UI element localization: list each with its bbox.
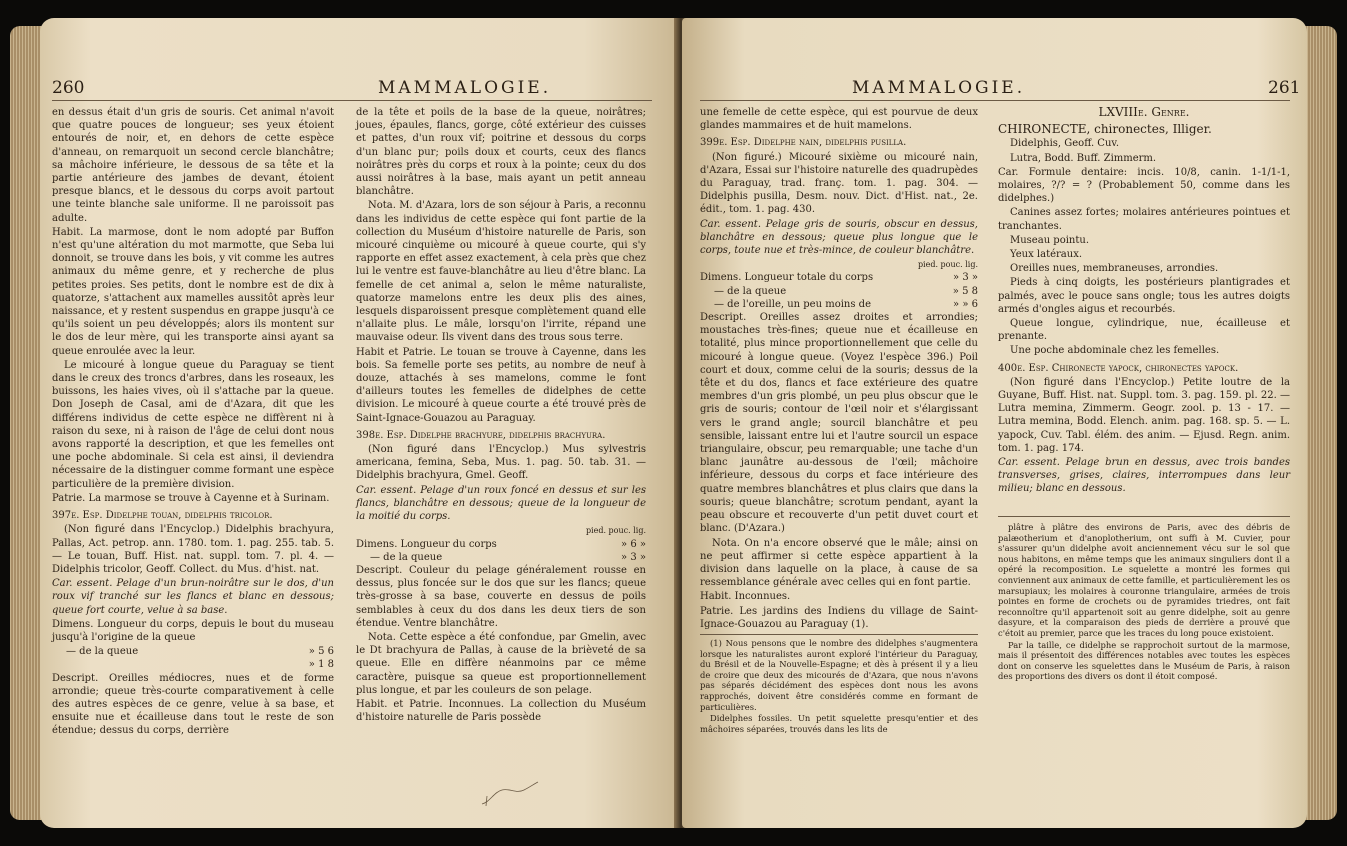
dimension-header (700, 258, 978, 271)
genus-heading: LXVIIIe. Genre. (1098, 105, 1190, 119)
dimension-label: Dimens. Longueur du corps (356, 538, 497, 550)
paragraph: (Non figuré dans l'Encyclop.) Didelphis brachyura, Pallas, Act. petrop. ann. 1780. tom. 1. pag. 255. tab. 5. — Le touan, Buff. Hist. nat. suppl. tom. 7. pl. 4. — Didelphis tricolor, Geoff. Collect. du Mus. d'hist. nat. (52, 524, 334, 575)
dimension-label: Dimens. Longueur du corps, depuis le bout du museau jusqu'à l'origine de la queue (52, 618, 334, 643)
paragraph: Nota. M. d'Azara, lors de son séjour à Paris, a reconnu dans les individus de cette espèce qui font partie de la collection du Muséum d'histoire naturelle de Paris, son micouré cinquième ou micouré à queue courte, qui s'y rapporte en effet assez exactement, à cela près que chez lui le ventre est fauve-blanchâtre au lieu d'être blanc. La femelle de cet animal a, selon le même naturaliste, quatorze mamelons entre les deux plis des aines, lesquels disparoissent presque complètement quand elle n'allaite plus. Le mâle, lorsqu'on l'irrite, répand une mauvaise odeur. Ils vivent dans des trous sous terre. (356, 200, 646, 344)
running-head-left: MAMMALOGIE. (378, 78, 552, 98)
dimension-value: » 6 » (621, 538, 646, 550)
footnote-right (998, 522, 1290, 683)
paragraph: Descript. Couleur du pelage généralement rousse en dessus, plus foncée sur le dos que sur les flancs; queue très-grosse à sa base, couverte en dessus de poils semblables à ceux du dos dans les deux tiers de son étendue. Ventre blanchâtre. (356, 564, 646, 629)
dimension-label: — de la queue (714, 285, 787, 297)
dimension-header (356, 524, 646, 537)
footnote-paragraph: Didelphes fossiles. Un petit squelette presqu'entier et des mâchoires séparées, trouvés dans les lits de (700, 713, 978, 734)
paragraph: une femelle de cette espèce, qui est pourvue de deux glandes mammaires et de huit mamelons. (700, 107, 978, 132)
paragraph: Patrie. La marmose se trouve à Cayenne et à Surinam. (52, 492, 330, 504)
dimension-value: » 1 8 (308, 659, 334, 671)
dimension-row (700, 298, 978, 311)
paragraph: Lutra, Bodd. Buff. Zimmerm. (1010, 152, 1157, 164)
paragraph: Nota. On n'a encore observé que le mâle; ainsi on ne peut affirmer si cette espèce appartient à la division dans laquelle on la place, à cause de sa ressemblance générale avec celles qui en font partie. (700, 537, 978, 589)
paragraph: en dessus était d'un gris de souris. Cet animal n'avoit que quatre pouces de longueur; ses yeux étoient entourés de noir, et, en dehors de cette espèce d'anneau, on remarquoit un second cercle blanchâtre; sa mâchoire inférieure, le dessous de sa tête et la partie antérieure des jambes de devant, étoient presque blancs, et le dessous du corps avoit partout une teinte blanche sale uniforme. Il ne paroissoit pas adulte. (52, 107, 334, 224)
right-column-1 (700, 106, 978, 632)
genus-name: CHIRONECTE, chironectes, Illiger. (998, 122, 1212, 137)
paragraph: Une poche abdominale chez les femelles. (1010, 345, 1220, 357)
dimension-row (700, 285, 978, 298)
paragraph: Car. Formule dentaire: incis. 10/8, canin. 1-1/1-1, molaires, ?/? = ? (Probablement 50, comme dans les didelphes.) (998, 166, 1290, 205)
dimension-label: — de la queue (66, 646, 139, 658)
species-heading: 397e. Esp. Didelphe touan, didelphis tricolor. (52, 510, 273, 522)
paragraph: Didelphis, Geoff. Cuv. (1010, 138, 1120, 150)
paragraph: Descript. Oreilles assez droites et arrondies; moustaches très-fines; queue nue et écailleuse en totalité, plus mince proportionnellement que celle du micouré à longue queue. (Voyez l'espèce 396.) Poil court et doux, comme celui de la souris; dessus de la tête et du dos, flancs et face extérieure des quatre membres d'un gris plombé, un peu plus obscur que le gris de souris; contour de l'œil noir et s'élargissant vers le grand angle; sourcil blanchâtre et peu sensible, laissant entre lui et l'autre sourcil un espace triangulaire, obscur, peu remarquable; une tache d'un blanc jaunâtre au-dessous de l'œil; mâchoire inférieure, dessous du corps et face intérieure des quatre membres blanchâtres et plus clairs que dans la souris; queue blanchâtre; scrotum pendant, ayant la peau obscure et recouverte d'un petit duvet court et blanc. (D'Azara.) (700, 312, 978, 535)
left-page (40, 18, 680, 828)
dimension-value: » » 6 (953, 298, 978, 310)
paragraph: Canines assez fortes; molaires antérieures pointues et tranchantes. (998, 207, 1290, 232)
dimension-label: — de l'oreille, un peu moins de (714, 298, 871, 310)
paragraph: (Non figuré.) Micouré sixième ou micouré nain, d'Azara, Essai sur l'histoire naturelle des quadrupèdes du Paraguay, trad. franç. tom. 1. pag. 304. — Didelphis pusilla, Desm. nouv. Dict. d'Hist. nat., 2e. édit., tom. 1. pag. 430. (700, 151, 978, 216)
page-number-left: 260 (52, 78, 85, 98)
dimension-label: — de la queue (370, 551, 443, 563)
dimension-row (700, 271, 978, 284)
dimension-row (356, 538, 646, 551)
dimension-label: Dimens. Longueur totale du corps (700, 272, 874, 284)
paragraph: Car. essent. Pelage gris de souris, obscur en dessus, blanchâtre en dessous; queue plus longue que le corps, toute nue et très-mince, de couleur blanchâtre. (700, 218, 978, 257)
footnote-paragraph: (1) Nous pensons que le nombre des didelphes s'augmentera lorsque les naturalistes auront exploré l'intérieur du Paraguay, du Brésil et de la Nouvelle-Espagne; et dès à présent il y a lieu de croire que deux des micourés de d'Azara, que nous n'avons pas séparés décidément des espèces dont nous les avons rapprochés, doivent être considérés comme en formant de particulières. (700, 638, 978, 712)
paragraph: Descript. Oreilles médiocres, nues et de forme arrondie; queue très-courte comparativement à celle des autres espèces de ce genre, velue à sa base, et ensuite nue et écailleuse dans tout le reste de son étendue; dessus du corps, derrière (52, 672, 334, 737)
paragraph: Patrie. Les jardins des Indiens du village de Saint-Ignace-Gouazou au Paraguay (1). (700, 605, 978, 630)
paragraph: Yeux latéraux. (1010, 249, 1083, 261)
paragraph: Car. essent. Pelage d'un roux foncé en dessus et sur les flancs, blanchâtre en dessous; queue de la longueur de la moitié du corps. (356, 484, 646, 523)
dimension-value: » 5 8 (952, 285, 978, 297)
right-page (682, 18, 1307, 828)
paragraph: Habit. et Patrie. Inconnues. La collection du Muséum d'histoire naturelle de Paris possède (356, 698, 646, 724)
paragraph: Nota. Cette espèce a été confondue, par Gmelin, avec le Dt brachyura de Pallas, à cause de la brièveté de sa queue. Elle en diffère néanmoins par ce même caractère, puisque sa queue est proportionnellement plus longue, et par les couleurs de son pelage. (356, 631, 646, 696)
footnote-paragraph: plâtre à plâtre des environs de Paris, avec des débris de palæotherium et d'anoplotherium, ont suffi à M. Cuvier, pour s'assurer qu'un didelphe avoit anciennement vécu sur le sol que nous habitons, en même temps que les animaux singuliers dont il a opéré la recomposition. Le squelette a montré les formes qui conviennent aux animaux de cette famille, et particulièrement les os marsupiaux; les molaires à couronne triangulaire, armées de trois pointes en forme de crochets ou de pyramides triedres, ont fait reconnoître qu'il appartenoit soit au genre didelphe, soit au genre dasyure, et la comparaison des pieds de derrière a prouvé que c'étoit au premier, parce que les traces du long pouce existoient. (998, 522, 1290, 638)
page-number-right: 261 (1268, 78, 1301, 98)
footnote-rule (700, 634, 978, 635)
dimension-value: » 3 » (621, 551, 646, 563)
paragraph: Oreilles nues, membraneuses, arrondies. (1010, 263, 1219, 275)
paragraph: Queue longue, cylindrique, nue, écailleuse et prenante. (998, 318, 1290, 343)
pencil-mark (480, 778, 540, 808)
species-heading: 400e. Esp. Chironecte yapock, chironectes yapock. (998, 362, 1239, 374)
right-column-2 (998, 106, 1290, 497)
paragraph: Car. essent. Pelage d'un brun-noirâtre sur le dos, d'un roux vif tranché sur les flancs et blanc en dessous; queue fort courte, velue à sa base. (52, 578, 334, 616)
paragraph: (Non figuré dans l'Encyclop.) Petite loutre de la Guyane, Buff. Hist. nat. Suppl. tom. 3. pag. 159. pl. 22. — Lutra memina, Zimmerm. Geogr. zool. p. 13 - 17. — Lutra memina, Bodd. Elench. anim. pag. 168. sp. 5. — L. yapock, Cuv. Tabl. élém. des anim. — Ejusd. Regn. anim. tom. 1. pag. 174. (998, 376, 1290, 454)
paragraph: Habit. La marmose, dont le nom adopté par Buffon n'est qu'une altération du mot marmotte, que Seba lui donnoit, se trouve dans les bois, y vit comme les autres animaux du même genre, et y recherche de plus petites proies. Ses petits, dont le nombre est de dix à quatorze, s'attachent aux mamelles aussitôt après leur naissance, et y restent suspendus en grappe jusqu'à ce qu'ils soient un peu développés; alors ils montent sur le dos de leur mère, qui les transporte ainsi ayant sa queue enroulée avec la leur. (52, 226, 334, 357)
footnote-left (700, 638, 978, 735)
species-heading: 399e. Esp. Didelphe nain, didelphis pusilla. (700, 137, 907, 149)
paragraph: (Non figuré dans l'Encyclop.) Mus sylvestris americana, femina, Seba, Mus. 1. pag. 50. tab. 31. — Didelphis brachyura, Gmel. Geoff. (356, 444, 646, 482)
column-end-rule (998, 516, 1290, 517)
paragraph: Habit. Inconnues. (700, 591, 791, 603)
left-column-1 (52, 106, 334, 739)
dimension-units: pied. pouc. lig. (917, 260, 978, 270)
header-rule-right (700, 100, 1290, 101)
dimension-value: » 5 6 (308, 646, 334, 658)
paragraph: Habit et Patrie. Le touan se trouve à Cayenne, dans les bois. Sa femelle porte ses petits, au nombre de neuf à douze, attachés à ses mamelons, comme le font d'ailleurs toutes les femelles de didelphes de cette division. Le micouré à queue courte a été trouvé près de Saint-Ignace-Gouazou au Paraguay. (356, 346, 646, 424)
dimension-units: pied. pouc. lig. (585, 526, 646, 536)
paragraph: Pieds à cinq doigts, les postérieurs plantigrades et palmés, avec le pouce sans ongle; tous les autres doigts armés d'ongles aigus et recourbés. (998, 277, 1290, 315)
dimension-row (52, 658, 334, 671)
species-heading: 398e. Esp. Didelphe brachyure, didelphis brachyura. (356, 429, 606, 441)
paragraph: de la tête et poils de la base de la queue, noirâtres; joues, épaules, flancs, gorge, côté extérieur des cuisses et pattes, d'un roux vif; poitrine et dessous du corps d'un blanc pur; poils doux et courts, ceux des flancs noirâtres près du corps et roux à la pointe; ceux du dos aussi noirâtres à la base, mais ayant un petit anneau blanchâtre. (356, 107, 646, 198)
footnote-paragraph: Par la taille, ce didelphe se rapprochoit surtout de la marmose, mais il présentoit des différences notables avec toutes les espèces dont on conserve les squelettes dans le Muséum de Paris, à raison des proportions des divers os dont il étoit composé. (998, 639, 1290, 682)
paragraph: Car. essent. Pelage brun en dessus, avec trois bandes transverses, grises, claires, interrompues dans leur milieu; blanc en dessous. (998, 457, 1290, 495)
left-column-2 (356, 106, 646, 725)
running-head-right: MAMMALOGIE. (852, 78, 1026, 98)
dimension-value: » 3 » (953, 272, 978, 284)
header-rule-left (52, 100, 652, 101)
paragraph: Le micouré à longue queue du Paraguay se tient dans le creux des troncs d'arbres, dans les roseaux, les buissons, les haies vives, où il s'attache par la queue. Don Joseph de Casal, ami de d'Azara, dit que les différens individus de cette espèce ne diffèrent ni à raison du sexe, ni à raison de l'âge de celui dont nous avons rapporté la description, et que les femelles ont une poche abdominale. Si cela est ainsi, il deviendra nécessaire de la distinguer comme formant une espèce particulière de la première division. (52, 359, 334, 490)
paragraph: Museau pointu. (1010, 234, 1090, 246)
open-book (10, 8, 1337, 838)
dimension-row (52, 645, 334, 658)
dimension-row (356, 551, 646, 564)
